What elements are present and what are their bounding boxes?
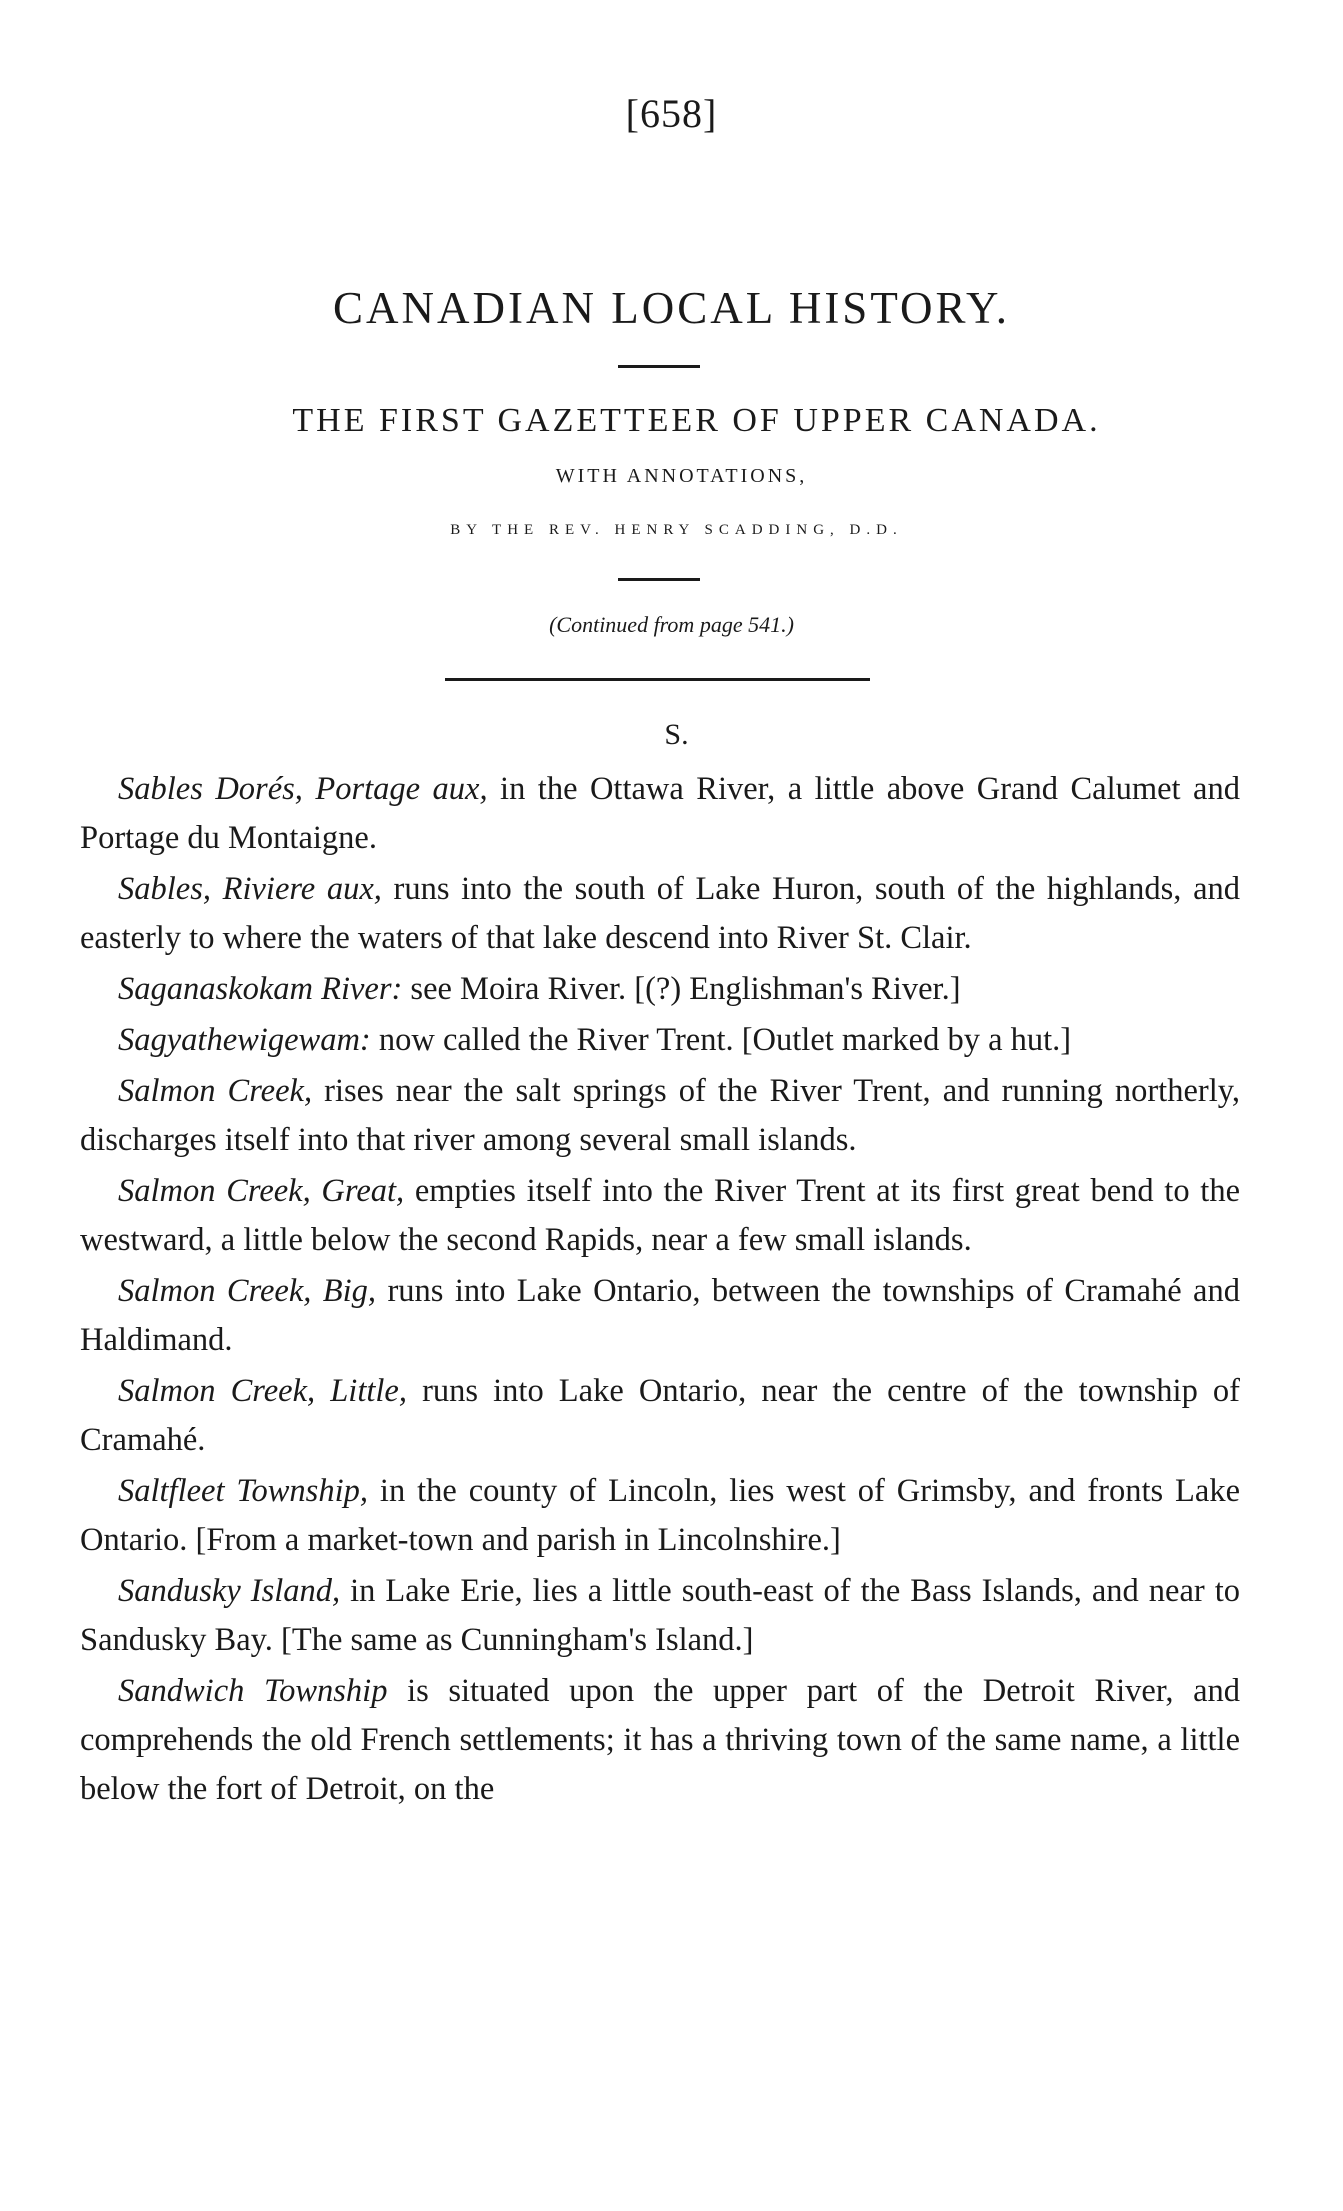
entry-term: Sables Dorés, Portage aux,	[118, 771, 488, 807]
gazetteer-entry	[80, 765, 1240, 863]
title-divider	[618, 365, 700, 368]
gazetteer-entry	[80, 1016, 1240, 1065]
gazetteer-entry	[80, 1567, 1240, 1665]
author-byline: BY THE REV. HENRY SCADDING, D.D.	[450, 522, 903, 538]
entry-term: Saganaskokam River:	[118, 971, 403, 1007]
byline-divider	[618, 578, 700, 581]
entry-text: now called the River Trent. [Outlet marked by a hut.]	[370, 1022, 1072, 1058]
entry-text: is situated upon the upper part of the Detroit River, and comprehends the old French settlements; it has a thriving town of the same name, a little below the fort of Detroit, on the	[80, 1673, 1241, 1807]
entry-text: runs into Lake Ontario, between the townships of Cramahé and Haldimand.	[80, 1273, 1240, 1358]
gazetteer-entry	[80, 1467, 1240, 1565]
entry-text: rises near the salt springs of the River Trent, and running northerly, discharges itself into that river among several small islands.	[80, 1073, 1240, 1158]
entry-term: Salmon Creek, Big,	[118, 1273, 377, 1309]
entry-text: runs into Lake Ontario, near the centre of the township of Cramahé.	[80, 1373, 1240, 1458]
entry-term: Sagyathewigewam:	[118, 1022, 371, 1058]
entry-text: empties itself into the River Trent at its first great bend to the westward, a little below the second Rapids, near a few small islands.	[80, 1173, 1240, 1258]
entry-text: see Moira River. [(?) Englishman's River.]	[402, 971, 961, 1007]
entry-term: Salmon Creek, Great,	[118, 1173, 405, 1209]
gazetteer-entry	[80, 1067, 1240, 1165]
gazetteer-entry	[80, 865, 1240, 963]
gazetteer-entry	[80, 1167, 1240, 1265]
entry-text: runs into the south of Lake Huron, south of the highlands, and easterly to where the waters of that lake descend into River St. Clair.	[80, 871, 1240, 956]
gazetteer-entries	[80, 765, 1240, 1816]
annotations-note: WITH ANNOTATIONS,	[555, 465, 808, 487]
entry-term: Sandusky Island,	[118, 1573, 341, 1609]
entry-term: Sables, Riviere aux,	[118, 871, 382, 907]
page-number: [658]	[625, 91, 718, 136]
continued-note: (Continued from page 541.)	[549, 612, 794, 637]
gazetteer-entry	[80, 965, 1240, 1014]
entry-term: Salmon Creek, Little,	[118, 1373, 407, 1409]
entry-term: Saltfleet Township,	[118, 1473, 368, 1509]
entry-text: in Lake Erie, lies a little south-east of the Bass Islands, and near to Sandusky Bay. [The same as Cunningham's Island.]	[80, 1573, 1240, 1658]
gazetteer-entry	[80, 1267, 1240, 1365]
entry-term: Salmon Creek,	[118, 1073, 313, 1109]
gazetteer-entry	[80, 1667, 1240, 1814]
article-subtitle: THE FIRST GAZETTEER OF UPPER CANADA.	[292, 402, 1101, 439]
entry-term: Sandwich Township	[118, 1673, 388, 1709]
page-title: CANADIAN LOCAL HISTORY.	[333, 283, 1010, 333]
section-divider	[445, 678, 870, 681]
entry-text: in the county of Lincoln, lies west of Grimsby, and fronts Lake Ontario. [From a market-town and parish in Lincolnshire.]	[80, 1473, 1240, 1558]
gazetteer-entry	[80, 1367, 1240, 1465]
entry-text: in the Ottawa River, a little above Grand Calumet and Portage du Montaigne.	[80, 771, 1240, 856]
section-letter: S.	[664, 718, 689, 751]
